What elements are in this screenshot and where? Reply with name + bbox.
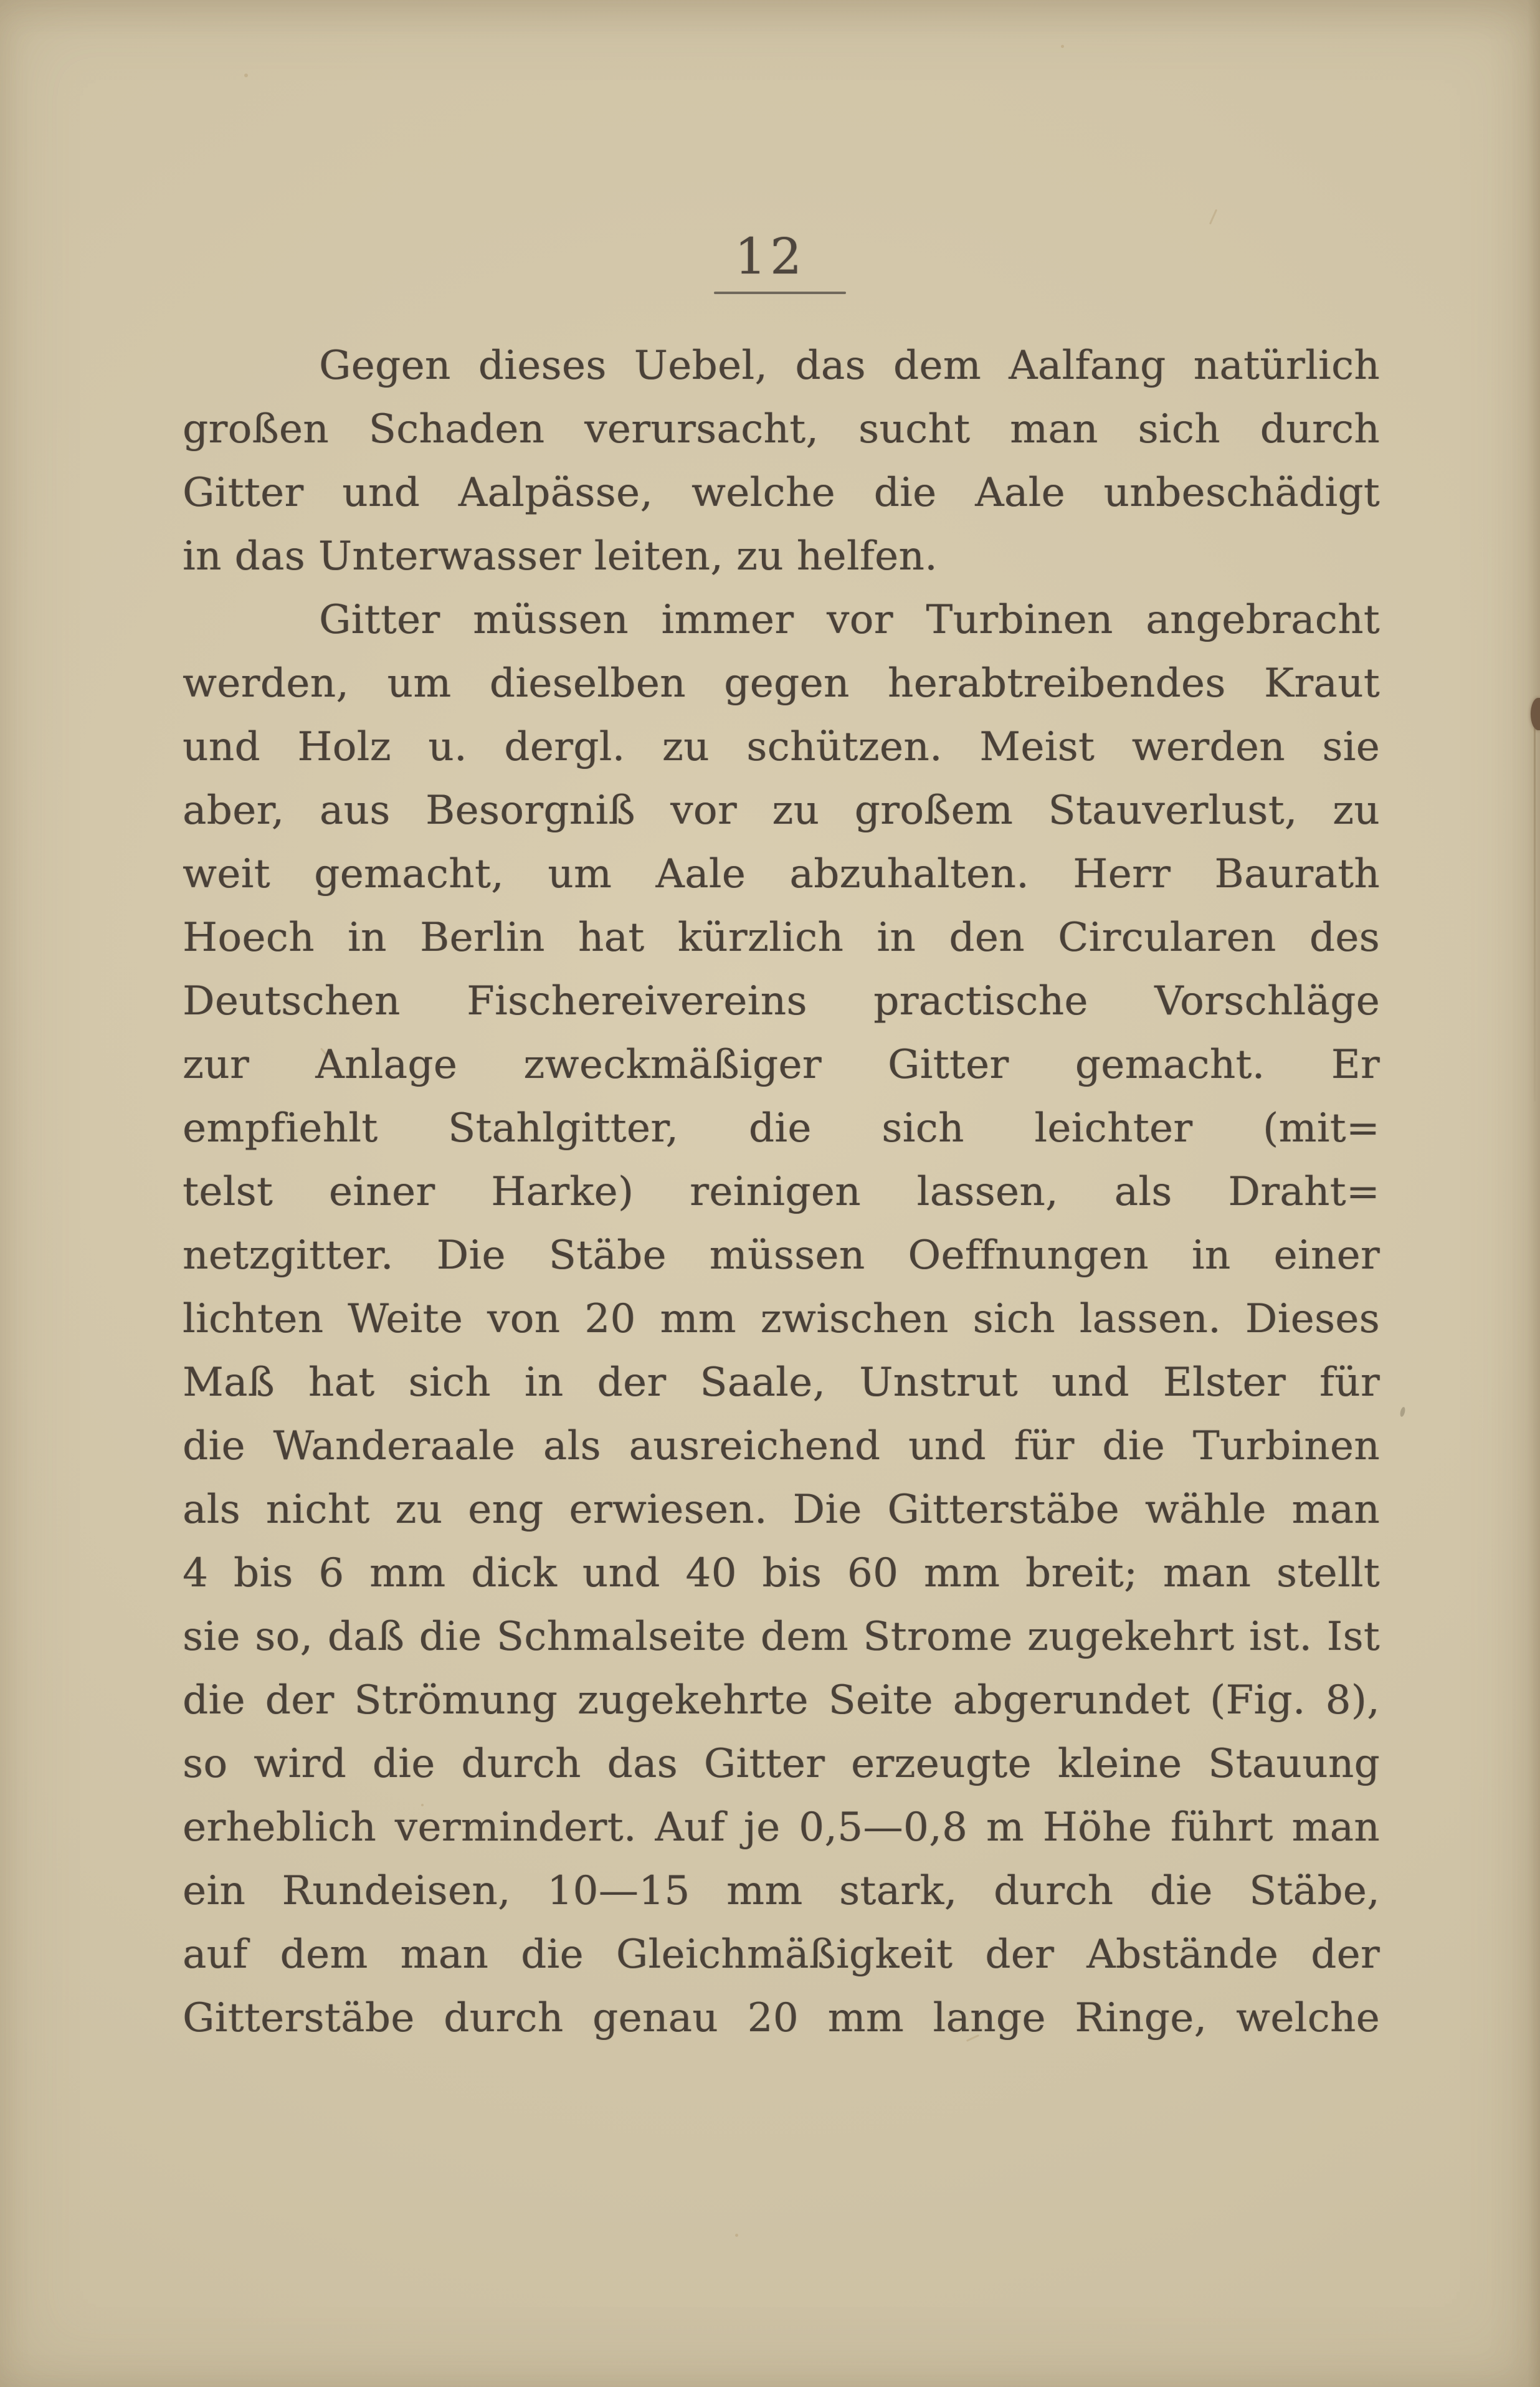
text-line: aber, aus Besorgniß vor zu großem Stauverlust, zu [183,788,1380,834]
text-line: telst einer Harke) reinigen lassen, als Draht= [183,1169,1380,1215]
paper-fibre [1209,209,1217,225]
text-line: großen Schaden verursacht, sucht man sich durch [183,406,1380,452]
paper-speckle [1061,45,1064,48]
paper-speckle [735,2234,738,2237]
paper-speckle [244,74,248,77]
text-line: als nicht zu eng erwiesen. Die Gitterstäbe wähle man [183,1487,1380,1533]
text-line: Deutschen Fischereivereins practische Vorschläge [183,978,1380,1024]
text-line: lichten Weite von 20 mm zwischen sich lassen. Dieses [183,1296,1380,1342]
page-number-rule [714,292,846,294]
text-line: 4 bis 6 mm dick und 40 bis 60 mm breit; man stellt [183,1550,1380,1596]
text-line: so wird die durch das Gitter erzeugte kleine Stauung [183,1741,1380,1787]
ink-smudge [1399,1406,1406,1417]
page-edge-shadow [1528,0,1540,2387]
text-line: Maß hat sich in der Saale, Unstrut und Elster für [183,1360,1380,1406]
text-line: erheblich vermindert. Auf je 0,5—0,8 m Höhe führt man [183,1804,1380,1851]
text-line: Gegen dieses Uebel, das dem Aalfang natürlich [319,343,1380,389]
text-line: Hoech in Berlin hat kürzlich in den Circularen des [183,915,1380,961]
text-line: ein Rundeisen, 10—15 mm stark, durch die Stäbe, [183,1868,1380,1914]
text-line: Gitter müssen immer vor Turbinen angebracht [319,597,1380,643]
text-line: auf dem man die Gleichmäßigkeit der Abstände der [183,1932,1380,1978]
text-line: die der Strömung zugekehrte Seite abgerundet (Fig. 8), [183,1677,1380,1723]
page-number: 12 [734,227,806,285]
text-line: netzgitter. Die Stäbe müssen Oeffnungen in einer [183,1232,1380,1279]
text-line: in das Unterwasser leiten, zu helfen. [183,533,938,579]
text-line: Gitter und Aalpässe, welche die Aale unbeschädigt [183,470,1380,516]
text-line: weit gemacht, um Aale abzuhalten. Herr Baurath [183,851,1380,897]
text-line: Gitterstäbe durch genau 20 mm lange Ringe, welche [183,1995,1380,2041]
text-line: zur Anlage zweckmäßiger Gitter gemacht. Er [183,1042,1380,1088]
page-header [0,227,1540,285]
page-edge-crease [1534,728,1536,1102]
text-line: empfiehlt Stahlgitter, die sich leichter (mit= [183,1105,1380,1151]
text-line: die Wanderaale als ausreichend und für die Turbinen [183,1423,1380,1469]
text-line: werden, um dieselben gegen herabtreibendes Kraut [183,660,1380,707]
text-block [183,334,1380,2050]
text-line: und Holz u. dergl. zu schützen. Meist werden sie [183,724,1380,770]
text-line: sie so, daß die Schmalseite dem Strome zugekehrt ist. Ist [183,1614,1380,1660]
